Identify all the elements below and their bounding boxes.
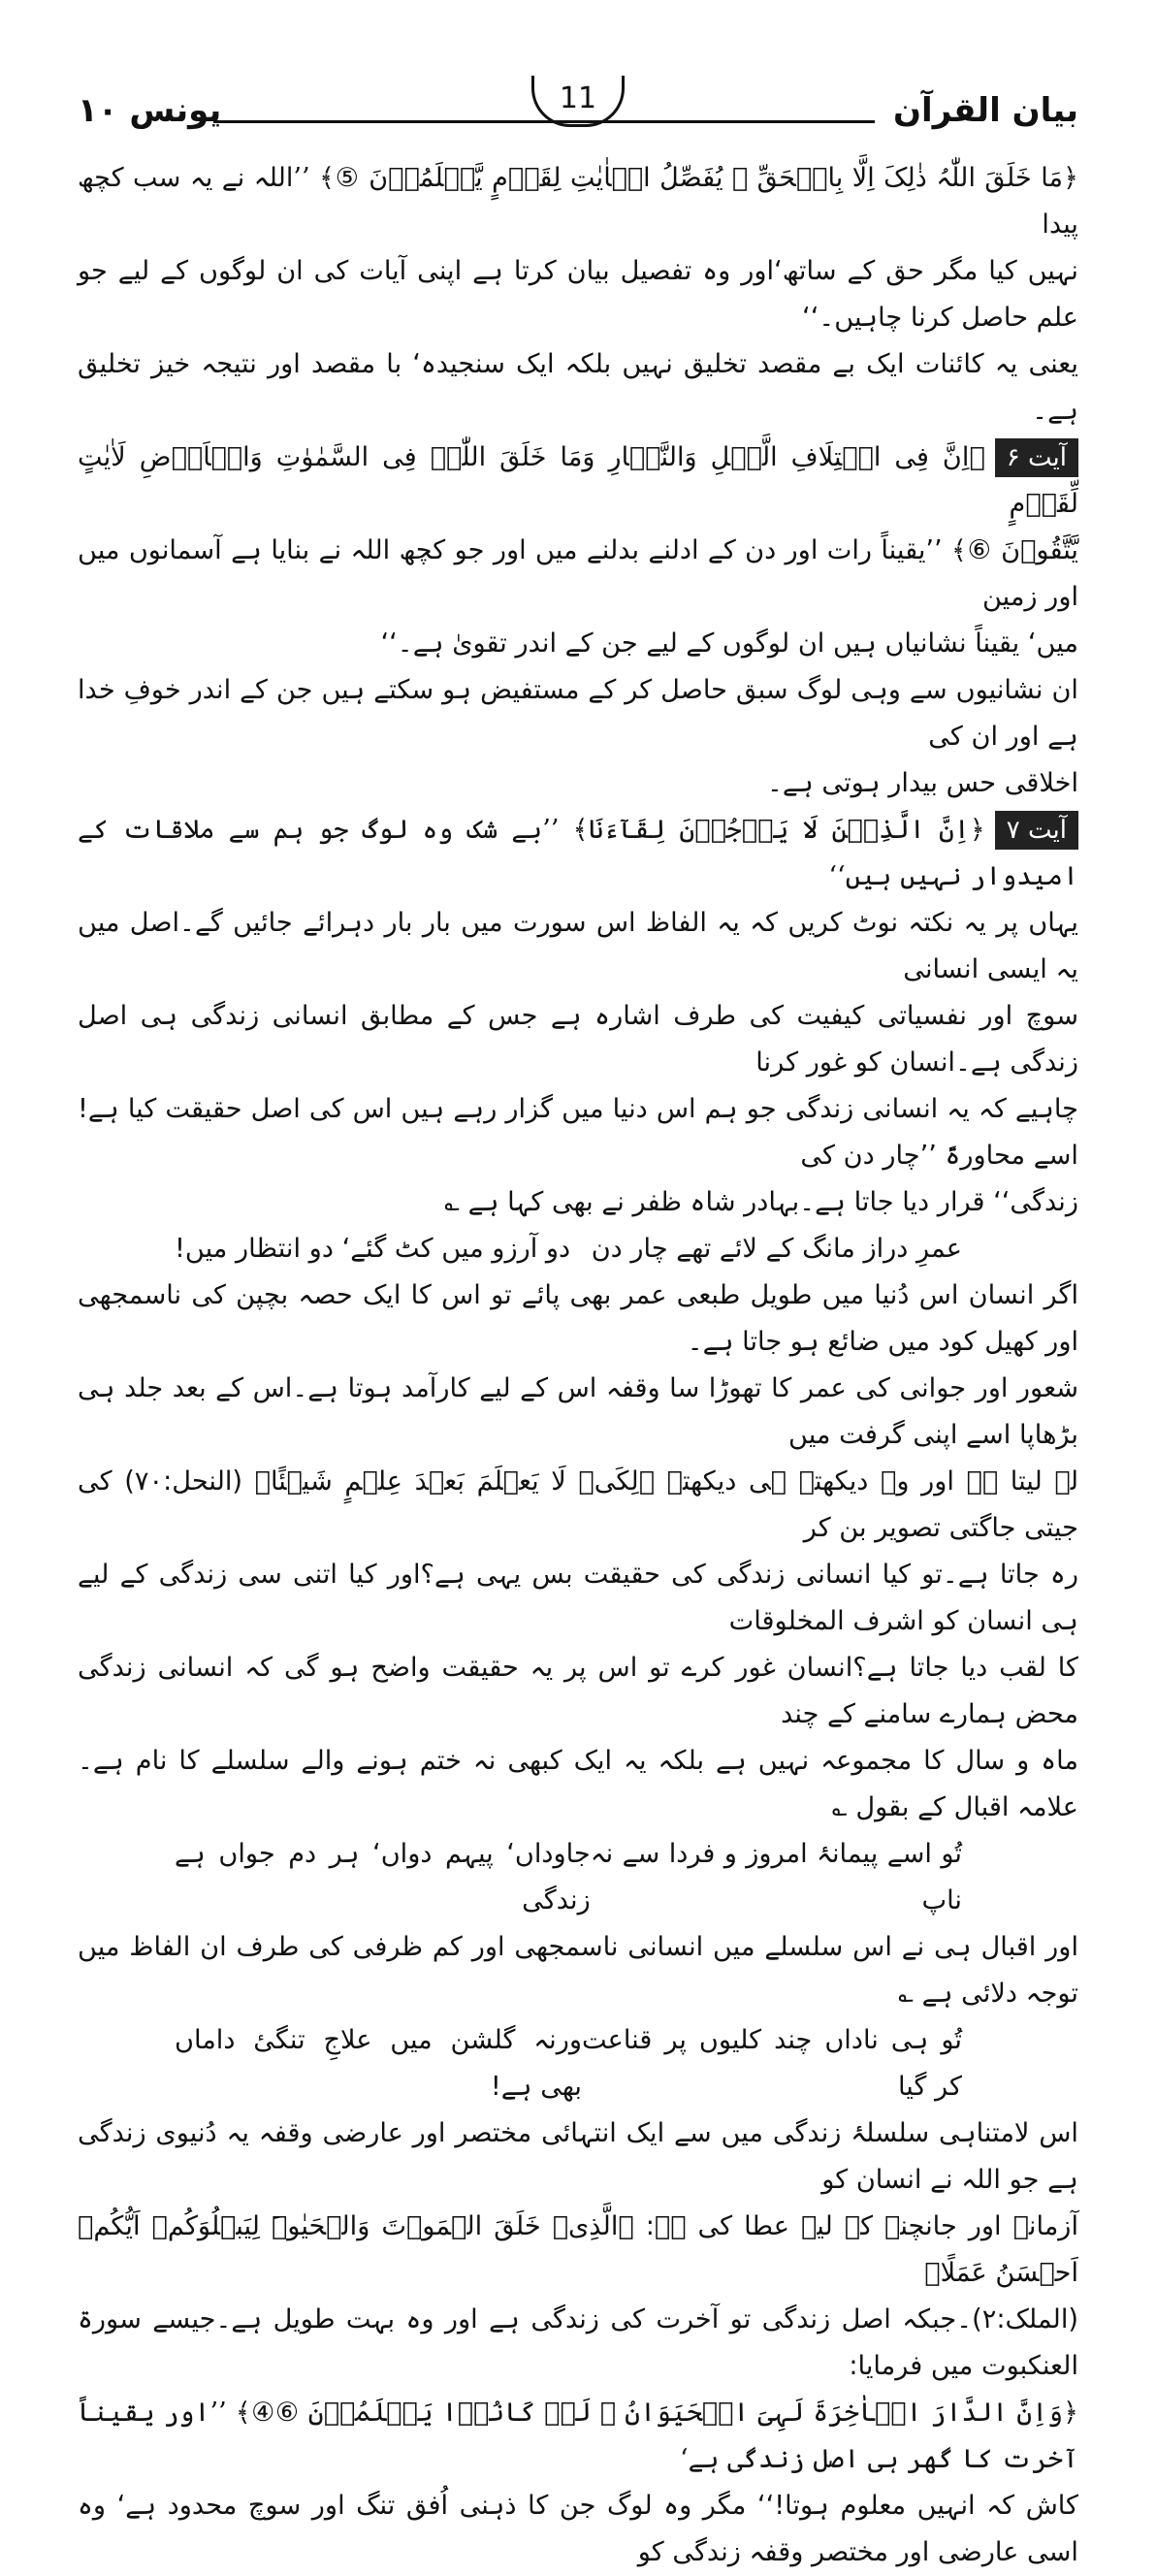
- poem-couplet: [78, 2017, 1078, 2110]
- text-line: زندگی‘‘ قرار دیا جاتا ہے۔بہادر شاہ ظفر نے بھی کہا ہے ؎: [444, 1187, 1078, 1217]
- text-line: اس لامتناہی سلسلۂ زندگی میں سے ایک انتہائی مختصر اور عارضی وقفہ یہ دُنیوی زندگی ہے جو اللہ نے انسان کو: [78, 2118, 1078, 2195]
- page-body: [78, 155, 1079, 2567]
- ayat-verse: ﴿اِنَّ فِی اخۡتِلَافِ الَّیۡلِ وَالنَّہَارِ وَمَا خَلَقَ اللّٰہُ فِی السَّمٰوٰتِ وَالۡاَرۡضِ لَاٰیٰتٍ لِّقَوۡمٍ: [78, 442, 1078, 519]
- text-line: یعنی یہ کائنات ایک بے مقصد تخلیق نہیں بلکہ ایک سنجیدہ‘ با مقصد اور نتیجہ خیز تخلیق ہے۔: [78, 349, 1078, 426]
- text-line: یہاں پر یہ نکتہ نوٹ کریں کہ یہ الفاظ اس سورت میں بار بار دہرائے جائیں گے۔اصل میں یہ ایسی انسانی: [78, 908, 1078, 984]
- text-line: سوچ اور نفسیاتی کیفیت کی طرف اشارہ ہے جس کے مطابق انسانی زندگی ہی اصل زندگی ہے۔انسان کو غور کرنا: [78, 1001, 1078, 1078]
- poem-couplet: [78, 1226, 1078, 1272]
- text-line: اگر انسان اس دُنیا میں طویل طبعی عمر بھی پائے تو اس کا ایک حصہ بچپن کی ناسمجھی اور کھیل کود میں ضائع ہو جاتا ہے۔: [78, 1280, 1078, 1357]
- text-line: شعور اور جوانی کی عمر کا تھوڑا سا وقفہ اس کے لیے کارآمد ہوتا ہے۔اس کے بعد جلد ہی بڑھاپا اسے اپنی گرفت میں: [78, 1373, 1078, 1450]
- text-line: ﴿مَا خَلَقَ اللّٰہُ ذٰلِکَ اِلَّا بِالۡحَقِّ ۚ یُفَصِّلُ الۡاٰیٰتِ لِقَوۡمٍ یَّعۡلَمُوۡنَ ⑤﴾ ’’اللہ نے یہ سب کچھ پیدا: [78, 163, 1078, 240]
- poem-hemistich: عمرِ دراز مانگ کے لائے تھے چار دن: [591, 1234, 962, 1264]
- text-line: آزمانے اور جانچنے کے لیے عطا کی ہے: ﴿الَّذِیۡ خَلَقَ الۡمَوۡتَ وَالۡحَیٰوۃَ لِیَبۡلُوَکُمۡ اَیُّکُمۡ اَحۡسَنُ عَمَلًا﴾: [78, 2211, 1078, 2288]
- text-line: لے لیتا ہے اور وہ دیکھتے ہی دیکھتے ﴿لِکَیۡ لَا یَعۡلَمَ بَعۡدَ عِلۡمٍ شَیۡئًا﴾ (النحل:۷۰) کی جیتی جاگتی تصویر بن کر: [78, 1466, 1079, 1543]
- text-line: کاش کہ انہیں معلوم ہوتا!‘‘ مگر وہ لوگ جن کا ذہنی اُفق تنگ اور سوچ محدود ہے‘ وہ اسی عارضی اور مختصر وقفہ زندگی کو: [78, 2491, 1078, 2567]
- text-line: ﴿وَاِنَّ الدَّارَ الۡاٰخِرَۃَ لَہِیَ الۡحَیَوَانُ ۘ لَوۡ کَانُوۡا یَعۡلَمُوۡنَ ⑥④﴾ ’’اور یقیناً آخرت کا گھر ہی اصل زندگی ہے‘: [78, 2398, 1078, 2474]
- text-line: (الملک:۲)۔جبکہ اصل زندگی تو آخرت کی زندگی ہے اور وہ بہت طویل ہے۔جیسے سورۃ العنکبوت میں فرمایا:: [78, 2304, 1078, 2381]
- book-title: بیان القرآن: [893, 91, 1078, 130]
- ayat-7-heading: [78, 807, 1078, 900]
- ayat-tag: آیت ۶: [995, 438, 1078, 477]
- text-line: ان نشانیوں سے وہی لوگ سبق حاصل کر کے مستفیض ہو سکتے ہیں جن کے اندر خوفِ خدا ہے اور ان کی: [78, 675, 1078, 752]
- text-line: نہیں کیا مگر حق کے ساتھ‘اور وہ تفصیل بیان کرتا ہے اپنی آیات کی ان لوگوں کے لیے جو علم حاصل کرنا چاہیں۔‘‘: [78, 256, 1078, 333]
- ayat-tag: آیت ۷: [995, 811, 1078, 850]
- poem-hemistich: ورنہ گلشن میں علاجِ تنگیٔ داماں بھی ہے!: [175, 2025, 582, 2102]
- ayat-verse: ﴿اِنَّ الَّذِیۡنَ لَا یَرۡجُوۡنَ لِقَآءَنَا﴾ ’’بے شک وہ لوگ جو ہم سے ملاقات کے امیدوار نہیں ہیں‘‘: [78, 815, 1078, 891]
- text-line: میں‘ یقیناً نشانیاں ہیں ان لوگوں کے لیے جن کے اندر تقویٰ ہے۔‘‘: [380, 628, 1078, 659]
- text-line: رہ جاتا ہے۔تو کیا انسانی زندگی کی حقیقت بس یہی ہے؟اور کیا اتنی سی زندگی کے لیے ہی انسان کو اشرف المخلوقات: [78, 1560, 1078, 1636]
- poem-hemistich: تُو ہی ناداں چند کلیوں پر قناعت کر گیا: [581, 2025, 962, 2102]
- poem-hemistich: تُو اسے پیمانۂ امروز و فردا سے نہ ناپ: [590, 1839, 962, 1916]
- text-line: اور اقبال ہی نے اس سلسلے میں انسانی ناسمجھی اور کم ظرفی کی طرف ان الفاظ میں توجہ دلائی ہے ؎: [78, 1932, 1078, 2009]
- surah-label: یونس ۱۰: [78, 91, 222, 130]
- ayat-6-heading: [78, 435, 1078, 528]
- text-line: یَّتَّقُوۡنَ ⑥﴾ ’’یقیناً رات اور دن کے ادلنے بدلنے میں اور جو کچھ اللہ نے بنایا ہے آسمانوں میں اور زمین: [78, 535, 1078, 612]
- header-rule-right: [526, 120, 875, 123]
- poem-hemistich: دو آرزو میں کٹ گئے‘ دو انتظار میں!: [175, 1234, 571, 1264]
- page-header: [68, 78, 1088, 145]
- poem-hemistich: جاوداں‘ پیہم دواں‘ ہر دم جواں ہے زندگی: [175, 1839, 591, 1916]
- poem-couplet: [78, 1831, 1078, 1924]
- text-line: اخلاقی حس بیدار ہوتی ہے۔: [767, 768, 1078, 798]
- text-line: ماہ و سال کا مجموعہ نہیں ہے بلکہ یہ ایک کبھی نہ ختم ہونے والے سلسلے کا نام ہے۔علامہ اقبال کے بقول ؎: [78, 1746, 1078, 1822]
- text-line: کا لقب دیا جاتا ہے؟انسان غور کرے تو اس پر یہ حقیقت واضح ہو گی کہ انسانی زندگی محض ہمارے سامنے کے چند: [78, 1653, 1078, 1729]
- page-number: 11: [531, 76, 625, 127]
- text-line: چاہیے کہ یہ انسانی زندگی جو ہم اس دنیا میں گزار رہے ہیں اس کی اصل حقیقت کیا ہے!اسے محاورۃً ’’چار دن کی: [78, 1094, 1078, 1171]
